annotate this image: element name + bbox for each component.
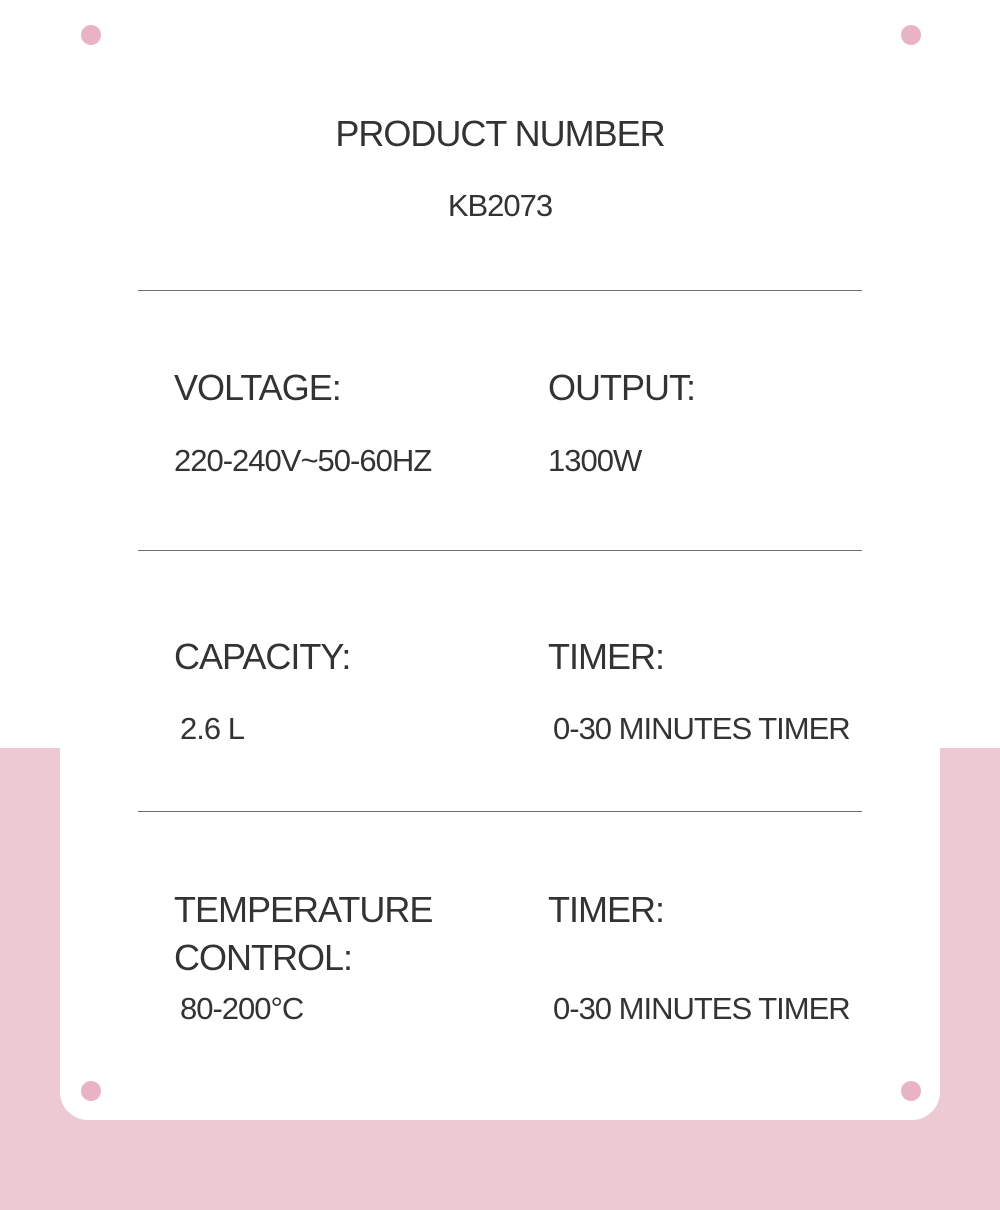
output-value: 1300W [548, 443, 642, 478]
timer-value: 0-30 MINUTES TIMER [553, 711, 850, 746]
temperature-control-label-line2: CONTROL: [174, 937, 353, 978]
capacity-value: 2.6 L [180, 711, 244, 746]
divider-1 [138, 290, 862, 291]
voltage-label: VOLTAGE: [174, 367, 341, 408]
corner-dot-bottom-left [81, 1081, 101, 1101]
corner-dot-top-right [901, 25, 921, 45]
temperature-control-label-line1: TEMPERATURE [174, 889, 433, 930]
timer-label-2: TIMER: [548, 889, 664, 930]
divider-2 [138, 550, 862, 551]
product-number-heading: PRODUCT NUMBER [335, 113, 665, 154]
temperature-control-value: 80-200°C [180, 991, 304, 1026]
voltage-value: 220-240V~50-60HZ [174, 443, 432, 478]
corner-dot-top-left [81, 25, 101, 45]
timer-value-2: 0-30 MINUTES TIMER [553, 991, 850, 1026]
timer-label: TIMER: [548, 636, 664, 677]
product-model-value: KB2073 [447, 188, 553, 223]
divider-3 [138, 811, 862, 812]
output-label: OUTPUT: [548, 367, 696, 408]
capacity-label: CAPACITY: [174, 636, 351, 677]
corner-dot-bottom-right [901, 1081, 921, 1101]
